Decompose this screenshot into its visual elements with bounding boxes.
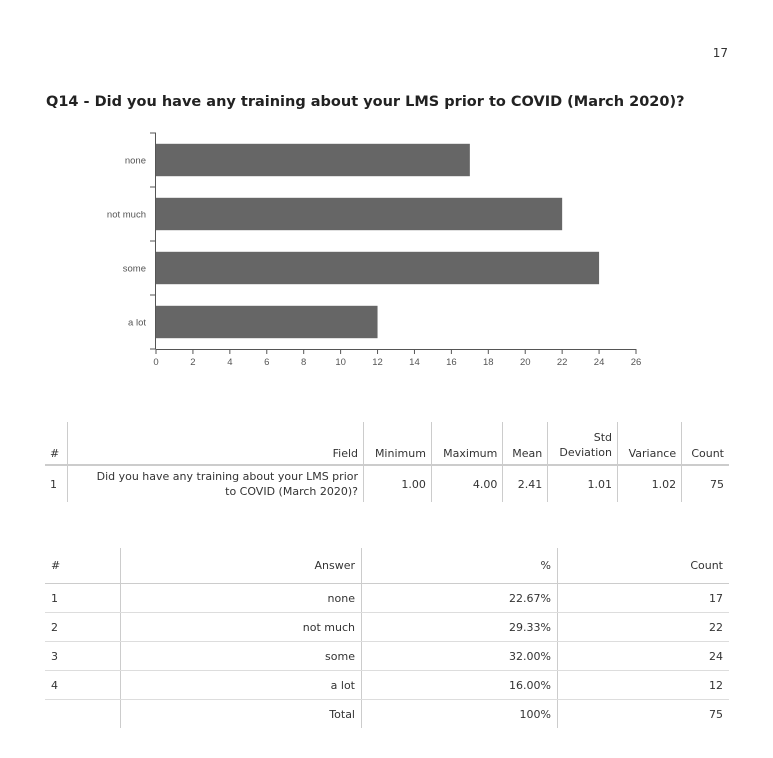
stats-header-variance: Variance	[618, 422, 682, 465]
table-row	[45, 671, 729, 700]
answer-num: 4	[45, 671, 121, 700]
stats-row-minimum: 1.00	[364, 465, 432, 502]
stats-header-mean: Mean	[503, 422, 548, 465]
category-label: a lot	[128, 317, 146, 329]
x-tick-label: 10	[335, 357, 346, 368]
question-title: Q14 - Did you have any training about your LMS prior to COVID (March 2020)?	[46, 94, 685, 110]
bar-a-lot	[156, 306, 378, 338]
stats-row-num: 1	[50, 477, 57, 491]
std-line-1: Std	[593, 431, 612, 444]
answers-header-answer: Answer	[121, 548, 362, 584]
x-tick-label: 8	[301, 357, 307, 368]
answer-label: not much	[121, 613, 362, 642]
answer-num: 3	[45, 642, 121, 671]
answer-label: Total	[121, 700, 362, 729]
stats-row-mean: 2.41	[503, 465, 548, 502]
stats-header-count: Count	[682, 422, 729, 465]
answer-count: 17	[558, 584, 730, 613]
answers-header-num: #	[45, 548, 121, 584]
answer-percent: 100%	[362, 700, 558, 729]
answer-count: 24	[558, 642, 730, 671]
x-tick-label: 18	[483, 357, 494, 368]
field-line-1: Did you have any training about your LMS prior	[96, 470, 358, 483]
answer-label: a lot	[121, 671, 362, 700]
answer-percent: 32.00%	[362, 642, 558, 671]
stats-row-field	[68, 465, 364, 502]
x-tick-label: 16	[446, 357, 457, 368]
bar-none	[156, 144, 470, 176]
answer-label: none	[121, 584, 362, 613]
category-label: some	[122, 263, 146, 275]
x-tick-label: 26	[630, 357, 642, 368]
answer-num: 2	[45, 613, 121, 642]
x-tick-label: 22	[556, 357, 568, 368]
x-tick-label: 0	[153, 357, 159, 368]
answer-count: 22	[558, 613, 730, 642]
x-tick-label: 2	[190, 357, 196, 368]
answers-header-percent: %	[362, 548, 558, 584]
answer-label: some	[121, 642, 362, 671]
table-row	[45, 613, 729, 642]
answer-percent: 29.33%	[362, 613, 558, 642]
std-line-2: Deviation	[559, 446, 612, 459]
answers-table	[45, 548, 729, 728]
stats-header-row	[45, 422, 729, 465]
stats-row-count: 75	[682, 465, 729, 502]
page-number: 17	[712, 46, 728, 60]
answers-header-row	[45, 548, 729, 584]
stats-header-field: Field	[68, 422, 364, 465]
x-tick-label: 20	[519, 357, 531, 368]
x-tick-label: 12	[372, 357, 383, 368]
answer-percent: 16.00%	[362, 671, 558, 700]
x-tick-label: 14	[409, 357, 420, 368]
category-label: not much	[106, 209, 146, 221]
stats-row-variance: 1.02	[618, 465, 682, 502]
stats-header-minimum: Minimum	[364, 422, 432, 465]
table-row-total	[45, 700, 729, 729]
x-tick-label: 24	[593, 357, 605, 368]
x-tick-label: 4	[227, 357, 233, 368]
stats-data-row	[45, 465, 729, 502]
stats-row-std-deviation: 1.01	[548, 465, 618, 502]
field-line-2: to COVID (March 2020)?	[225, 485, 358, 498]
statistics-table	[45, 422, 729, 502]
stats-header-maximum: Maximum	[431, 422, 502, 465]
category-label: none	[124, 155, 146, 167]
answer-count: 12	[558, 671, 730, 700]
stats-row-maximum: 4.00	[431, 465, 502, 502]
bar-some	[156, 252, 599, 284]
table-row	[45, 584, 729, 613]
answer-num: 1	[45, 584, 121, 613]
answer-num	[45, 700, 121, 729]
answer-count: 75	[558, 700, 730, 729]
answers-header-count: Count	[558, 548, 730, 584]
stats-header-num: #	[45, 422, 68, 465]
bar-not-much	[156, 198, 562, 230]
table-row	[45, 642, 729, 671]
x-tick-label: 6	[264, 357, 270, 368]
stats-header-std-deviation	[548, 422, 618, 465]
answer-percent: 22.67%	[362, 584, 558, 613]
